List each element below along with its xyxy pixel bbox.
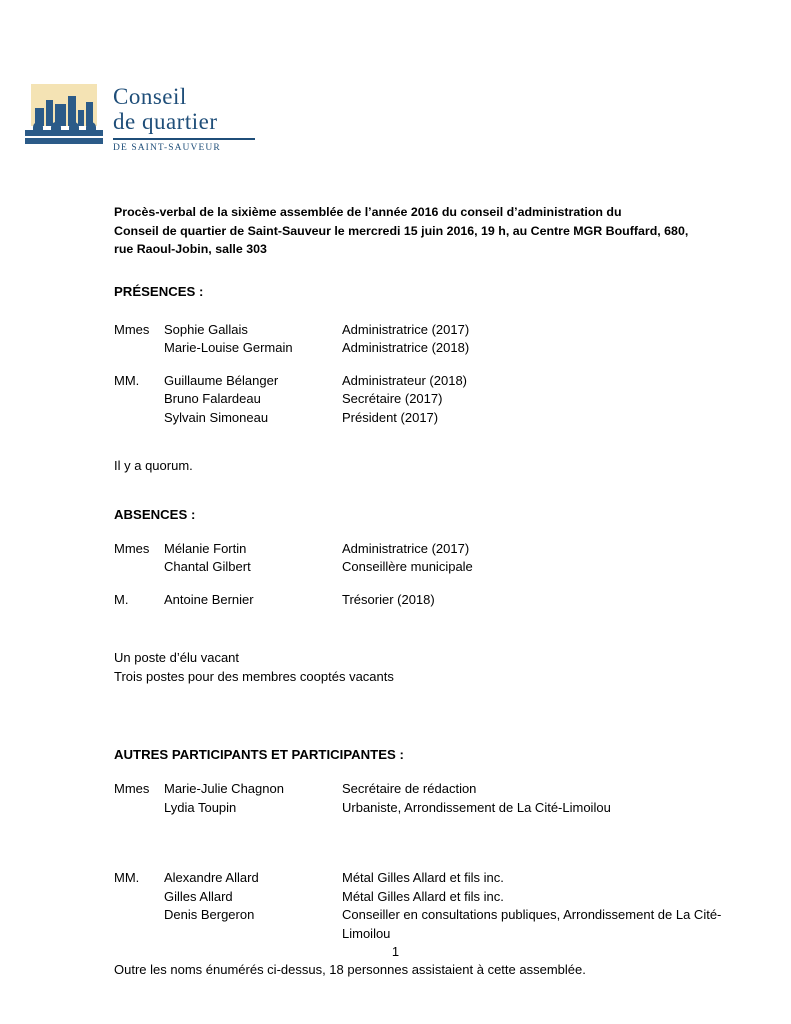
conseil-de-quartier-logo-icon (25, 82, 103, 144)
table-row (114, 591, 722, 610)
table-row (114, 888, 722, 907)
civility-spacer (114, 799, 164, 818)
table-row (114, 409, 722, 428)
logo-line-1: Conseil (113, 84, 187, 109)
autres-participants-table-mm (114, 869, 722, 943)
person-role: Urbaniste, Arrondissement de La Cité-Limoilou (342, 799, 611, 815)
absences-table-m (114, 591, 722, 610)
civility-label: M. (114, 591, 129, 607)
civility-spacer (114, 906, 164, 943)
civility-label: MM. (114, 372, 140, 388)
person-name: Marie-Julie Chagnon (164, 781, 284, 796)
table-row (114, 799, 722, 818)
table-row (114, 558, 722, 577)
table-row (114, 780, 722, 799)
table-row (114, 540, 722, 559)
civility-spacer (114, 558, 164, 577)
civility-label: Mmes (114, 781, 150, 796)
person-name: Alexandre Allard (164, 870, 259, 885)
document-intro (114, 203, 724, 259)
person-role: Conseiller en consultations publiques, Arrondissement de La Cité-Limoilou (342, 907, 722, 941)
person-name: Marie-Louise Germain (164, 340, 293, 355)
intro-line-1: Procès-verbal de la sixième assemblée de l’année 2016 du conseil d’administration du (114, 205, 622, 219)
intro-line-3: rue Raoul-Jobin, salle 303 (114, 242, 267, 256)
person-name: Denis Bergeron (164, 907, 255, 922)
civility-label: Mmes (114, 321, 150, 337)
person-role: Métal Gilles Allard et fils inc. (342, 888, 504, 904)
presences-table-mmes (114, 321, 722, 358)
absences-note-2: Trois postes pour des membres cooptés vacants (114, 668, 394, 684)
logo-subtitle: DE SAINT-SAUVEUR (113, 143, 221, 153)
person-name: Gilles Allard (164, 888, 233, 904)
person-role: Administratrice (2018) (342, 340, 470, 355)
person-name: Lydia Toupin (164, 799, 237, 815)
civility-spacer (114, 409, 164, 428)
attendance-closing-statement: Outre les noms énumérés ci-dessus, 18 personnes assistaient à cette assemblée. (114, 962, 586, 977)
person-role: Président (2017) (342, 409, 439, 425)
civility-spacer (114, 888, 164, 907)
person-name: Sylvain Simoneau (164, 409, 269, 425)
person-role: Secrétaire (2017) (342, 391, 443, 406)
document-body (114, 203, 724, 980)
quorum-statement: Il y a quorum. (114, 458, 193, 473)
logo-wordmark (113, 84, 243, 153)
person-name: Bruno Falardeau (164, 391, 261, 406)
section-title-presences: PRÉSENCES : (114, 283, 204, 299)
logo-divider (113, 138, 255, 140)
person-name: Chantal Gilbert (164, 559, 251, 574)
intro-line-2: Conseil de quartier de Saint-Sauveur le mercredi 15 juin 2016, 19 h, au Centre MGR Bouffard, 680, (114, 223, 689, 238)
section-title-absences: ABSENCES : (114, 506, 196, 522)
logo-people-shape (29, 122, 99, 136)
person-name: Antoine Bernier (164, 591, 254, 607)
person-name: Mélanie Fortin (164, 540, 247, 556)
organization-logo (25, 82, 240, 170)
page-number: 1 (391, 944, 400, 959)
table-row (114, 372, 722, 391)
section-title-autres-participants: AUTRES PARTICIPANTS ET PARTICIPANTES : (114, 747, 404, 762)
table-row (114, 390, 722, 409)
person-name: Guillaume Bélanger (164, 372, 279, 388)
logo-line-2: de quartier (113, 109, 218, 134)
absences-note-1: Un poste d’élu vacant (114, 650, 240, 665)
table-row (114, 906, 722, 943)
person-role: Administratrice (2017) (342, 540, 470, 556)
table-row (114, 321, 722, 340)
absences-table-mmes (114, 540, 722, 577)
logo-buildings-shape (35, 90, 93, 126)
civility-spacer (114, 339, 164, 358)
person-role: Métal Gilles Allard et fils inc. (342, 870, 504, 885)
civility-label: Mmes (114, 540, 150, 556)
civility-label: MM. (114, 870, 140, 885)
person-role: Secrétaire de rédaction (342, 781, 477, 796)
civility-spacer (114, 390, 164, 409)
table-row (114, 339, 722, 358)
table-row (114, 869, 722, 888)
person-role: Conseillère municipale (342, 559, 473, 574)
person-role: Administrateur (2018) (342, 372, 467, 388)
presences-table-mm (114, 372, 722, 428)
person-role: Administratrice (2017) (342, 321, 470, 337)
person-role: Trésorier (2018) (342, 591, 435, 607)
autres-participants-table-mmes (114, 780, 722, 817)
person-name: Sophie Gallais (164, 321, 248, 337)
